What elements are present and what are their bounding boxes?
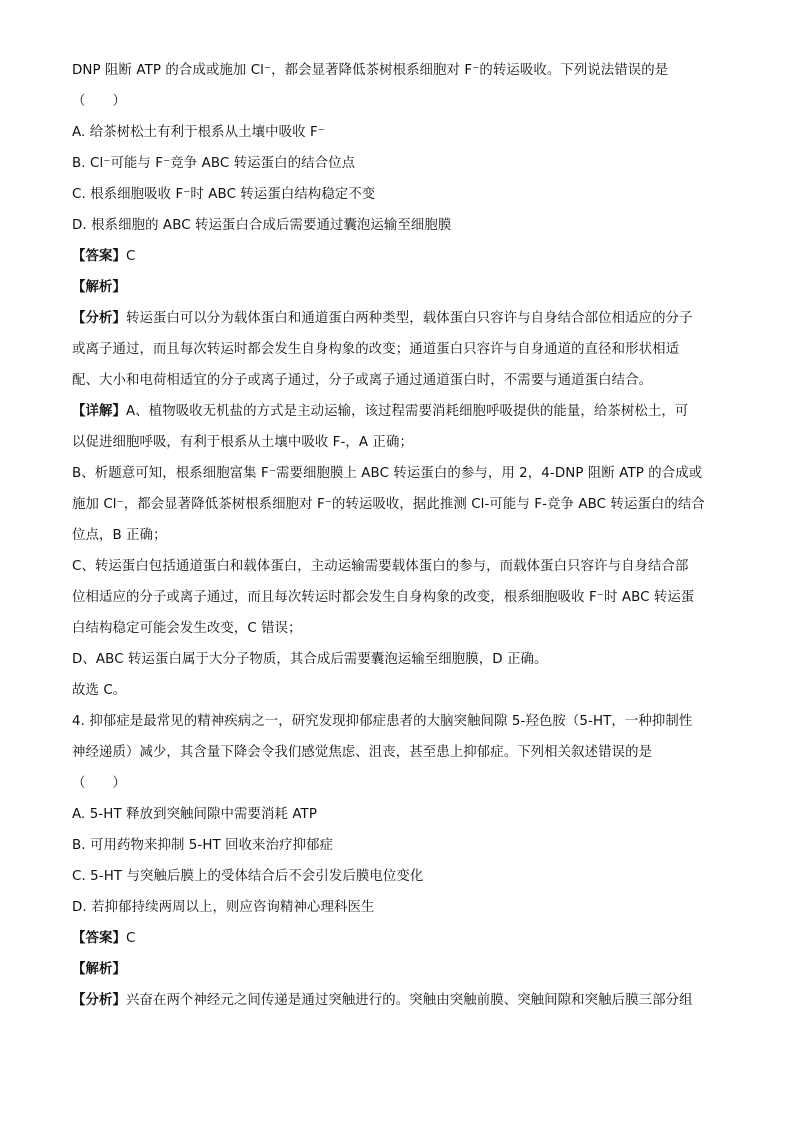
q3-option-d: D. 根系细胞的 ABC 转运蛋白合成后需要通过囊泡运输至细胞膜 (72, 218, 452, 233)
q3-option-b: B. Cl⁻可能与 F⁻竞争 ABC 转运蛋白的结合位点 (72, 156, 356, 171)
fenxi-text: 兴奋在两个神经元之间传递是通过突触进行的。突触由突触前膜、突触间隙和突触后膜三部分组 (125, 993, 693, 1008)
q4-stem-line-1: 4. 抑郁症是最常见的精神疾病之一，研究发现抑郁症患者的大脑突触间隙 5-羟色胺（5-HT，一种抑制性 (72, 714, 693, 729)
q4-option-c: C. 5-HT 与突触后膜上的受体结合后不会引发后膜电位变化 (72, 869, 424, 884)
q4-stem-blank: （ ） (72, 776, 126, 791)
q3-conclusion: 故选 C。 (72, 683, 127, 698)
q3-fenxi-line-3: 配、大小和电荷相适宜的分子或离子通过，分子或离子通过通道蛋白时，不需要与通道蛋白结合。 (72, 373, 653, 388)
document-page (72, 61, 724, 1022)
q3-xiangjie-line-3: B、析题意可知，根系细胞富集 F⁻需要细胞膜上 ABC 转运蛋白的参与，用 2，4-DNP 阻断 ATP 的合成或 (72, 466, 703, 481)
q3-fenxi-line-1 (72, 309, 724, 329)
xiangjie-text: A、植物吸收无机盐的方式是主动运输，该过程需要消耗细胞呼吸提供的能量，给茶树松土，可 (125, 404, 689, 419)
fenxi-text: 转运蛋白可以分为载体蛋白和通道蛋白两种类型，载体蛋白只容许与自身结合部位相适应的分子 (125, 311, 693, 326)
q4-analysis-heading (72, 960, 724, 980)
q4-answer (72, 929, 724, 949)
q3-answer (72, 247, 724, 267)
q3-xiangjie-line-5: 位点，B 正确； (72, 528, 167, 543)
q3-xiangjie-line-4: 施加 Cl⁻，都会显著降低茶树根系细胞对 F⁻的转运吸收，据此推测 Cl-可能与 F-竞争 ABC 转运蛋白的结合 (72, 497, 705, 512)
q3-fenxi-line-2: 或离子通过，而且每次转运时都会发生自身构象的改变；通道蛋白只容许与自身通道的直径和形状相适 (72, 342, 680, 357)
q3-xiangjie-line-2: 以促进细胞呼吸，有利于根系从土壤中吸收 F-，A 正确； (72, 435, 413, 450)
q3-stem-blank: （ ） (72, 94, 126, 109)
answer-value: C (125, 249, 136, 264)
q3-xiangjie-line-6: C、转运蛋白包括通道蛋白和载体蛋白，主动运输需要载体蛋白的参与，而载体蛋白只容许与自身结合部 (72, 559, 689, 574)
q4-fenxi-line-1 (72, 991, 724, 1011)
q3-option-a: A. 给茶树松土有利于根系从土壤中吸收 F⁻ (72, 125, 325, 140)
q3-xiangjie-line-1 (72, 402, 724, 422)
q3-xiangjie-line-9: D、ABC 转运蛋白属于大分子物质，其合成后需要囊泡运输至细胞膜，D 正确。 (72, 652, 548, 667)
q4-option-b: B. 可用药物来抑制 5-HT 回收来治疗抑郁症 (72, 838, 334, 853)
fenxi-tag: 【分析】 (72, 993, 126, 1008)
analysis-tag: 【解析】 (72, 280, 126, 295)
q3-xiangjie-line-8: 白结构稳定可能会发生改变，C 错误； (72, 621, 302, 636)
q4-option-a: A. 5-HT 释放到突触间隙中需要消耗 ATP (72, 807, 318, 822)
q4-option-d: D. 若抑郁持续两周以上，则应咨询精神心理科医生 (72, 900, 375, 915)
q4-stem-line-2: 神经递质）减少，其含量下降会令我们感觉焦虑、沮丧，甚至患上抑郁症。下列相关叙述错误的是 (72, 745, 653, 760)
fenxi-tag: 【分析】 (72, 311, 126, 326)
q3-analysis-heading (72, 278, 724, 298)
answer-tag: 【答案】 (72, 249, 126, 264)
answer-tag: 【答案】 (72, 931, 126, 946)
q3-stem-line-1: DNP 阻断 ATP 的合成或施加 Cl⁻，都会显著降低茶树根系细胞对 F⁻的转运吸收。下列说法错误的是 (72, 63, 669, 78)
xiangjie-tag: 【详解】 (72, 404, 126, 419)
answer-value: C (125, 931, 136, 946)
analysis-tag: 【解析】 (72, 962, 126, 977)
q3-option-c: C. 根系细胞吸收 F⁻时 ABC 转运蛋白结构稳定不变 (72, 187, 376, 202)
q3-xiangjie-line-7: 位相适应的分子或离子通过，而且每次转运时都会发生自身构象的改变，根系细胞吸收 F⁻时 ABC 转运蛋 (72, 590, 695, 605)
